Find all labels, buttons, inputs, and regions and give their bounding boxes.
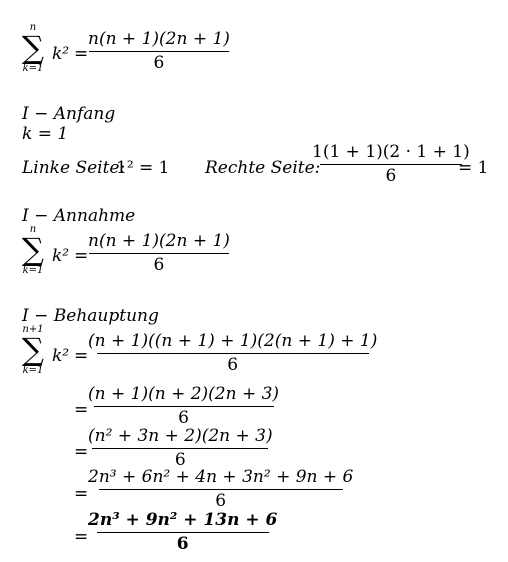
rechte-seite-label: Rechte Seite: xyxy=(205,158,321,178)
fraction-bar xyxy=(94,406,274,407)
rechte-seite-result: = 1 xyxy=(458,158,489,178)
sum-symbol-behauptung xyxy=(18,324,48,376)
behauptung-heading: I − Behauptung xyxy=(22,306,159,326)
fraction-numerator: n(n + 1)(2n + 1) xyxy=(88,29,230,49)
equals-sign: = xyxy=(74,346,89,366)
step-denominator: 6 xyxy=(215,491,227,511)
equals-sign: = xyxy=(74,527,89,547)
fraction-bar xyxy=(92,448,268,449)
fraction-bar xyxy=(89,253,229,254)
sum-upper-limit: n+1 xyxy=(22,324,44,335)
sum-symbol-annahme xyxy=(18,224,48,276)
behauptung-step-5-result xyxy=(88,511,277,554)
rechte-seite-fraction xyxy=(312,143,470,186)
sum-lower-limit: k=1 xyxy=(22,63,44,74)
equals-sign: = xyxy=(74,442,89,462)
fraction-denominator: 6 xyxy=(153,53,165,73)
behauptung-step-3 xyxy=(88,427,273,470)
behauptung-step-4 xyxy=(88,468,353,511)
fraction-bar xyxy=(97,532,269,533)
step-numerator: (n² + 3n + 2)(2n + 3) xyxy=(88,426,273,446)
fraction-annahme xyxy=(88,232,230,275)
fraction-bar xyxy=(320,164,462,165)
sigma-glyph: ∑ xyxy=(21,30,45,66)
sum-symbol-main xyxy=(18,22,48,74)
sum-lower-limit: k=1 xyxy=(22,365,44,376)
fraction-bar xyxy=(89,51,229,52)
rechte-seite-numerator: 1(1 + 1)(2 · 1 + 1) xyxy=(312,142,470,162)
sigma-glyph: ∑ xyxy=(21,232,45,268)
sum-term: k² xyxy=(52,44,70,64)
fraction-bar xyxy=(97,353,369,354)
sum-term: k² xyxy=(52,246,70,266)
linke-seite-label: Linke Seite: xyxy=(22,158,126,178)
anfang-k-line: k = 1 xyxy=(22,124,69,144)
fraction-main xyxy=(88,30,230,73)
behauptung-step-1 xyxy=(88,332,377,375)
fraction-denominator: 6 xyxy=(153,255,165,275)
fraction-bar xyxy=(99,489,343,490)
equals-sign: = xyxy=(74,246,89,266)
anfang-heading: I − Anfang xyxy=(22,104,116,124)
equals-sign: = xyxy=(74,400,89,420)
step-denominator: 6 xyxy=(174,450,186,470)
sum-upper-limit: n xyxy=(29,22,37,33)
behauptung-step-2 xyxy=(88,385,279,428)
step-numerator: (n + 1)((n + 1) + 1)(2(n + 1) + 1) xyxy=(88,331,378,351)
step-denominator: 6 xyxy=(178,408,189,428)
sum-term: k² xyxy=(52,346,70,366)
annahme-heading: I − Annahme xyxy=(22,206,136,226)
rechte-seite-denominator: 6 xyxy=(385,166,397,186)
equals-sign: = xyxy=(74,484,89,504)
step-numerator: 2n³ + 6n² + 4n + 3n² + 9n + 6 xyxy=(88,467,354,487)
equals-sign: = xyxy=(74,44,89,64)
step-numerator: 2n³ + 9n² + 13n + 6 xyxy=(88,510,278,530)
step-denominator: 6 xyxy=(176,534,189,554)
step-numerator: (n + 1)(n + 2)(2n + 3) xyxy=(88,384,280,404)
sum-lower-limit: k=1 xyxy=(22,265,44,276)
sum-upper-limit: n xyxy=(29,224,37,235)
sigma-glyph: ∑ xyxy=(21,332,45,368)
step-denominator: 6 xyxy=(227,355,239,375)
fraction-numerator: n(n + 1)(2n + 1) xyxy=(88,231,230,251)
linke-seite-value: 1² = 1 xyxy=(116,158,170,178)
